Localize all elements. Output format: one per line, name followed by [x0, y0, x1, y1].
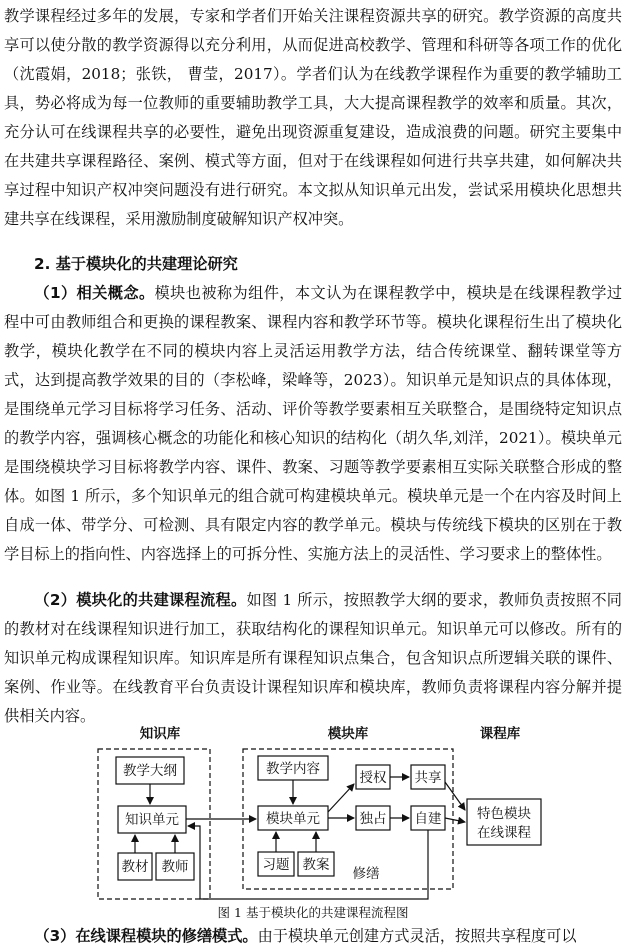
teaching-content-label: 教学内容	[266, 761, 320, 777]
exercise-label: 习题	[262, 857, 290, 873]
online-course-label: 在线课程	[477, 825, 531, 841]
paragraph-process	[4, 586, 622, 731]
paragraph-repair	[4, 922, 622, 951]
paragraph-process-body: 如图 1 所示，按照教学大纲的要求，教师负责按照不同的教材对在线课程知识进行加工，获取结构化的课程知识单元。知识单元可以修改。所有的知识单元构成课程知识库。知识库是所有课程知识点集合，包含知识点所逻辑关联的课件、案例、作业等。在线教育平台负责设计课程知识库和模块库，教师负责将课程内容分解并提供相关内容。	[4, 591, 622, 725]
figure-1-flowchart	[0, 722, 626, 902]
paragraph-repair-lead: （3）在线课程模块的修缮模式。	[34, 927, 258, 945]
paragraph-concepts-lead: （1）相关概念。	[34, 284, 155, 302]
module-library-title: 模块库	[327, 726, 369, 742]
arrow-module-authorize	[328, 784, 354, 812]
paragraph-concepts	[4, 279, 622, 569]
knowledge-library-title: 知识库	[139, 726, 181, 742]
arrow-selfbuild-featured	[445, 818, 465, 822]
teacher-label: 教师	[161, 859, 189, 875]
featured-module-label: 特色模块	[477, 806, 531, 822]
paragraph-process-lead: （2）模块化的共建课程流程。	[34, 591, 247, 609]
textbook-label: 教材	[121, 859, 149, 875]
module-unit-label: 模块单元	[266, 811, 320, 827]
figure-caption: 图 1 基于模块化的共建课程流程图	[217, 905, 409, 920]
self-build-label: 自建	[414, 811, 442, 827]
authorize-label: 授权	[359, 770, 387, 786]
course-library-title: 课程库	[479, 726, 521, 742]
section-heading: 2. 基于模块化的共建理论研究	[34, 255, 238, 273]
knowledge-unit-label: 知识单元	[125, 812, 179, 828]
lesson-plan-label: 教案	[302, 857, 330, 873]
syllabus-label: 教学大纲	[123, 763, 177, 779]
paragraph-repair-body: 由于模块单元创建方式灵活，按照共享程度可以	[257, 927, 577, 945]
arrow-share-featured	[445, 782, 465, 810]
paragraph-intro: 教学课程经过多年的发展，专家和学者们开始关注课程资源共享的研究。教学资源的高度共享可以使分散的教学资源得以充分利用，从而促进高校教学、管理和科研等各项工作的优化（沈霞娟，2018；张铁， 曹莹，2017）。学者们认为在线教学课程作为重要的教学辅助工具，势必将成为每一位教师的重要辅助教学工具，大大提高课程教学的效率和质量。其次，充分认可在线课程共享的必要性，避免出现资源重复建设，造成浪费的问题。研究主要集中在共建共享课程路径、案例、模式等方面，但对于在线课程如何进行共享共建，如何解决共享过程中知识产权冲突问题没有进行研究。本文拟从知识单元出发，尝试采用模块化思想共建共享在线课程，采用激励制度破解知识产权冲突。	[4, 7, 622, 228]
repair-label: 修缮	[352, 866, 380, 882]
exclusive-label: 独占	[359, 811, 387, 827]
share-label: 共享	[414, 770, 442, 786]
paragraph-concepts-body: 模块也被称为组件，本文认为在课程教学中，模块是在线课程教学过程中可由教师组合和更换的课程教案、课程内容和教学环节等。模块化课程衍生出了模块化教学，模块化教学在不同的模块内容上灵活运用教学方法，结合传统课堂、翻转课堂等方式，达到提高教学效果的目的（李松峰，梁峰等，2023）。知识单元是知识点的具体体现，是围绕单元学习目标将学习任务、活动、评价等教学要素相互关联整合，是围绕特定知识点的教学内容，强调核心概念的功能化和核心知识的结构化（胡久华,刘洋，2021）。模块单元是围绕模块学习目标将教学内容、课件、教案、习题等教学要素相互实际关联整合形成的整体。如图 1 所示，多个知识单元的组合就可构建模块单元。模块单元是一个在内容及时间上自成一体、带学分、可检测、具有限定内容的教学单元。模块与传统线下模块的区别在于教学目标上的指向性、内容选择上的可拆分性、实施方法上的灵活性、学习要求上的整体性。	[4, 284, 623, 563]
